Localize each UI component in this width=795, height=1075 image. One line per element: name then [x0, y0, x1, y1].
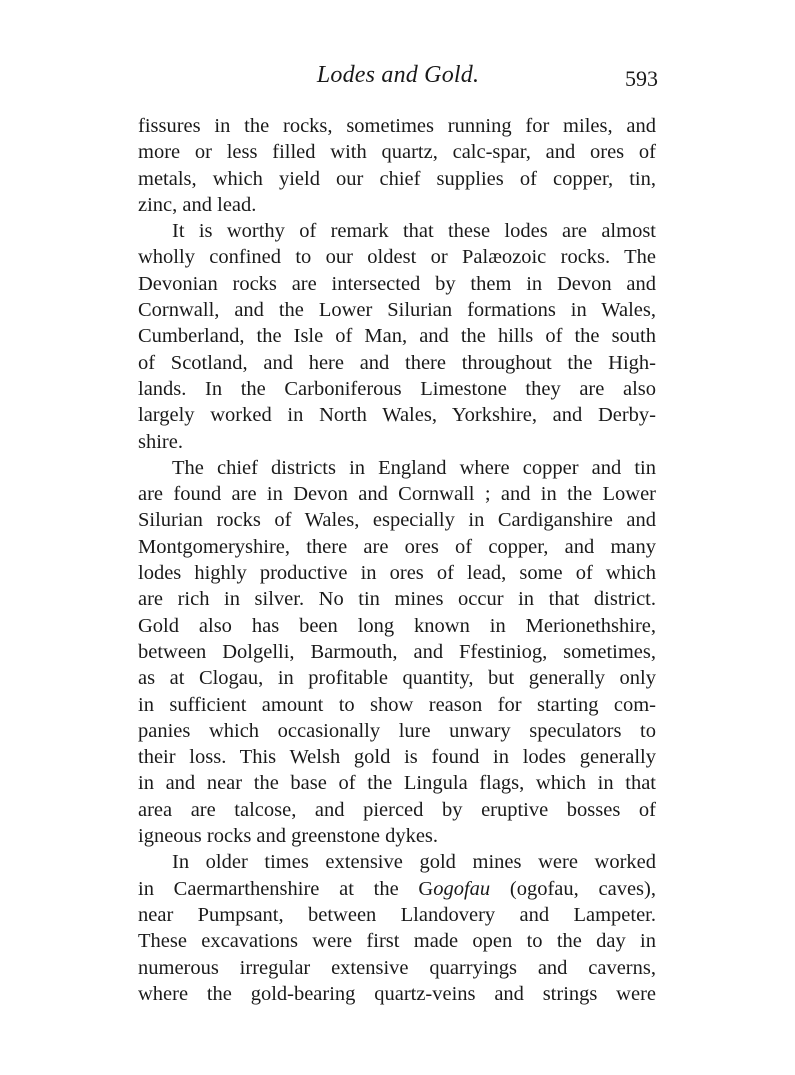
text-line: Devonian rocks are intersected by them in Devon and [138, 272, 656, 295]
running-title: Lodes and Gold. [316, 62, 480, 88]
text-line: more or less filled with quartz, calc-spar, and ores of [138, 141, 656, 164]
text-line: In older times extensive gold mines were worked [172, 851, 656, 874]
text-line: igneous rocks and greenstone dykes. [138, 825, 439, 848]
text-line: largely worked in North Wales, Yorkshire, and Derby- [138, 404, 656, 427]
text-line: Gold also has been long known in Merionethshire, [138, 614, 656, 637]
text-line: Montgomeryshire, there are ores of copper, and many [138, 535, 656, 558]
paragraph-4 [138, 849, 656, 1007]
text-line: in Caermarthenshire at the Gogofau (ogofau, caves), [138, 877, 656, 900]
text-line: area are talcose, and pierced by eruptive bosses of [138, 798, 656, 821]
text-line: where the gold-bearing quartz-veins and strings were [138, 982, 656, 1005]
text-line: fissures in the rocks, sometimes running for miles, and [138, 115, 656, 137]
text-line: near Pumpsant, between Llandovery and Lampeter. [138, 903, 656, 926]
text-line: their loss. This Welsh gold is found in lodes generally [138, 746, 656, 769]
text-line: metals, which yield our chief supplies of copper, tin, [138, 167, 656, 190]
text-line: Cumberland, the Isle of Man, and the hills of the south [138, 325, 656, 348]
text-line: lands. In the Carboniferous Limestone they are also [138, 377, 656, 400]
text-line: are found are in Devon and Cornwall ; and in the Lower [138, 483, 656, 506]
text-line: zinc, and lead. [138, 193, 257, 216]
text-line: in sufficient amount to show reason for starting com- [138, 693, 656, 716]
page-header [138, 62, 658, 102]
body-text [138, 113, 656, 1007]
text-line: as at Clogau, in profitable quantity, but generally only [138, 667, 656, 690]
text-line: Cornwall, and the Lower Silurian formations in Wales, [138, 299, 656, 322]
text-line: in and near the base of the Lingula flags, which in that [138, 772, 656, 795]
text-line: These excavations were first made open to the day in [138, 930, 656, 953]
text-line: panies which occasionally lure unwary speculators to [138, 719, 656, 742]
text-line: of Scotland, and here and there throughout the High- [138, 351, 656, 374]
text-line: Silurian rocks of Wales, especially in Cardiganshire and [138, 509, 656, 532]
text-line: between Dolgelli, Barmouth, and Ffestiniog, sometimes, [138, 640, 656, 663]
text-line: shire. [138, 430, 183, 453]
text-line: lodes highly productive in ores of lead, some of which [138, 562, 656, 585]
text-line: numerous irregular extensive quarryings and caverns, [138, 956, 656, 979]
text-line: The chief districts in England where copper and tin [172, 456, 656, 479]
italic-word: ogofau [433, 877, 491, 900]
paragraph-2 [138, 218, 656, 455]
paragraph-1 [138, 113, 656, 218]
text-line: are rich in silver. No tin mines occur in that district. [138, 588, 656, 611]
text-line: wholly confined to our oldest or Palæozoic rocks. The [138, 246, 656, 269]
paragraph-3 [138, 455, 656, 849]
page-number: 593 [625, 66, 658, 91]
text-line: It is worthy of remark that these lodes are almost [172, 220, 656, 243]
